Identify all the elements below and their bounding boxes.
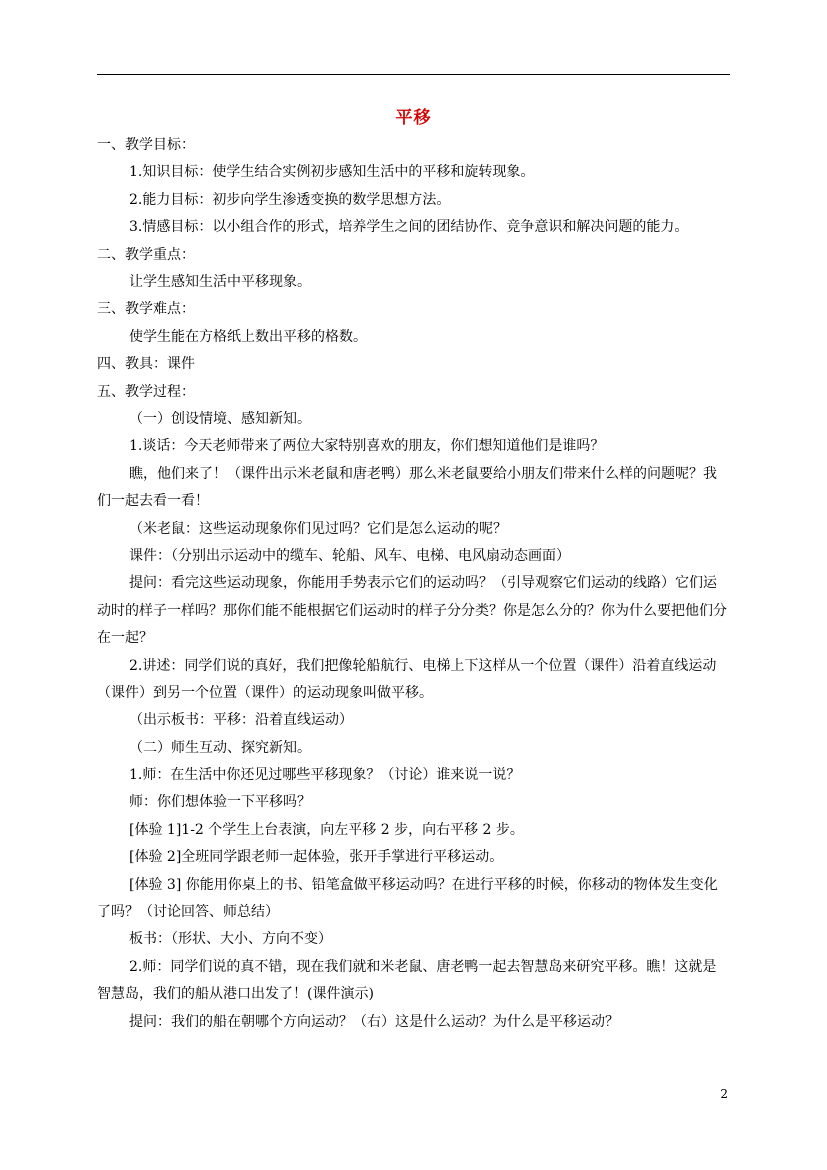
paragraph: [体验 2]全班同学跟老师一起体验，张开手掌进行平移运动。 xyxy=(129,849,504,866)
section-heading-tools: 四、教具：课件 xyxy=(97,356,195,373)
paragraph: 2.讲述：同学们说的真好，我们把像轮船航行、电梯上下这样从一个位置（课件）沿着直线运动（课件）到另一个位置（课件）的运动现象叫做平移。 xyxy=(97,657,717,701)
paragraph: [体验 3] 你能用你桌上的书、铅笔盒做平移运动吗？在进行平移的时候，你移动的物体发生变化了吗？（讨论回答、师总结） xyxy=(97,876,718,921)
section-heading-difficulty: 三、教学难点： xyxy=(97,301,195,318)
page-number: 2 xyxy=(720,1087,728,1101)
paragraph: 课件：（分别出示运动中的缆车、轮船、风车、电梯、电风扇动态画面） xyxy=(129,547,570,564)
objective-ability: 2.能力目标：初步向学生渗透变换的数学思想方法。 xyxy=(129,191,451,208)
section-heading-process: 五、教学过程： xyxy=(97,383,195,400)
header-rule xyxy=(97,74,730,75)
paragraph: 1.师：在生活中你还见过哪些平移现象？（讨论）谁来说一说？ xyxy=(129,767,521,784)
paragraph: 板书：（形状、大小、方向不变） xyxy=(129,931,332,948)
key-point-text: 让学生感知生活中平移现象。 xyxy=(129,273,311,290)
paragraph: 2.师：同学们说的真不错，现在我们就和米老鼠、唐老鸭一起去智慧岛来研究平移。瞧！这就是智慧岛，我们的船从港口出发了！(课件演示) xyxy=(97,958,717,1003)
paragraph: （米老鼠：这些运动现象你们见过吗？它们是怎么运动的呢？ xyxy=(129,520,507,537)
section-heading-objectives: 一、教学目标： xyxy=(97,137,195,153)
difficulty-text: 使学生能在方格纸上数出平移的格数。 xyxy=(129,328,367,345)
section-heading-key-point: 二、教学重点： xyxy=(97,246,195,263)
process-step-2-heading: （二）师生互动、探究新知。 xyxy=(129,739,311,756)
paragraph: （出示板书：平移：沿着直线运动） xyxy=(129,712,353,729)
paragraph: 提问：看完这些运动现象，你能用手势表示它们的运动吗？（引导观察它们运动的线路）它们运动时的样子一样吗？那你们能不能根据它们运动时的样子分分类？你是怎么分的？你为什么要把他们分在一起？ xyxy=(97,575,727,647)
process-step-1-heading: （一）创设情境、感知新知。 xyxy=(129,410,311,427)
document-title: 平移 xyxy=(395,108,432,128)
paragraph: 提问：我们的船在朝哪个方向运动？（右）这是什么运动？为什么是平移运动？ xyxy=(129,1013,619,1030)
paragraph: 瞧，他们来了！（课件出示米老鼠和唐老鸭）那么米老鼠要给小朋友们带来什么样的问题呢？我们一起去看一看！ xyxy=(97,465,717,510)
paragraph: 1.谈话：今天老师带来了两位大家特别喜欢的朋友，你们想知道他们是谁吗？ xyxy=(129,438,605,455)
paragraph: 师：你们想体验一下平移吗？ xyxy=(129,794,311,811)
objective-knowledge: 1.知识目标：使学生结合实例初步感知生活中的平移和旋转现象。 xyxy=(129,164,535,181)
paragraph: [体验 1]1-2 个学生上台表演，向左平移 2 步，向右平移 2 步。 xyxy=(129,821,524,838)
objective-emotion: 3.情感目标：以小组合作的形式，培养学生之间的团结协作、竞争意识和解决问题的能力。 xyxy=(129,219,689,236)
document-body xyxy=(97,132,730,1036)
